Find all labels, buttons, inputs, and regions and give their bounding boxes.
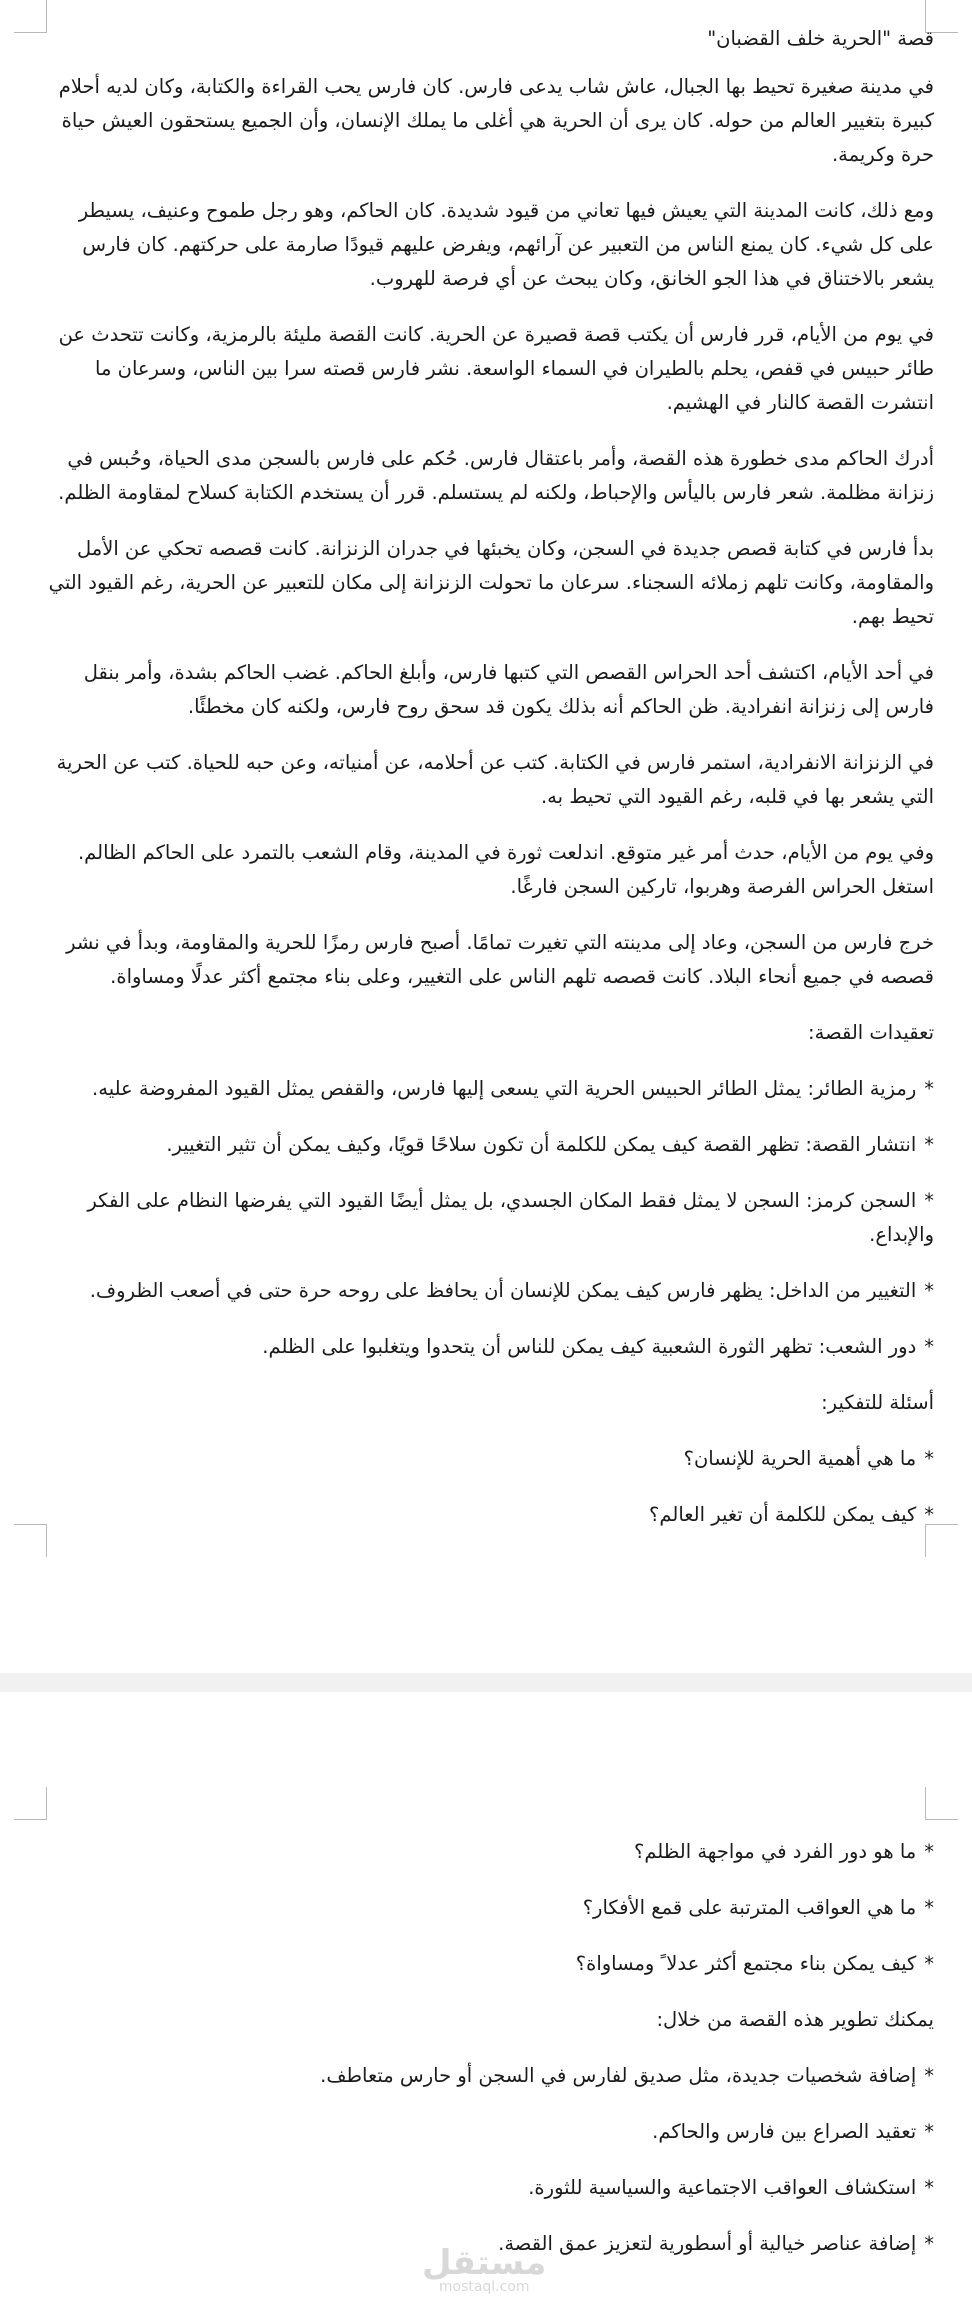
margin-corner-top-left bbox=[14, 0, 47, 33]
bullet-star: * bbox=[924, 1840, 934, 1863]
bullet-star: * bbox=[924, 1896, 934, 1919]
story-paragraph-3: في يوم من الأيام، قرر فارس أن يكتب قصة قصيرة عن الحرية. كانت القصة مليئة بالرمزية، وكانت تتحدث عن طائر حبيس في قفص، يحلم بالطيران في السماء الواسعة. نشر فارس قصته سرا بين الناس، وسرعان ما انتشرت القصة كالنار في الهشيم. bbox=[58, 323, 934, 414]
bullet-star: * bbox=[924, 1335, 934, 1358]
story-paragraph-6: في أحد الأيام، اكتشف أحد الحراس القصص التي كتبها فارس، وأبلغ الحاكم. غضب الحاكم بشدة، وأمر بنقل فارس إلى زنزانة انفرادية. ظن الحاكم أنه بذلك يكون قد سحق روح فارس، ولكنه كان مخطئًا. bbox=[83, 661, 934, 718]
page-2-text-body bbox=[44, 1835, 934, 2283]
comment-item: *انتشار القصة: تظهر القصة كيف يمكن للكلمة أن تكون سلاحًا قويًا، وكيف يمكن أن تثير التغيير. bbox=[166, 1133, 934, 1156]
story-paragraph-5: بدأ فارس في كتابة قصص جديدة في السجن، وكان يخبئها في جدران الزنزانة. كانت قصصه تحكي عن الأمل والمقاومة، وكانت تلهم زملائه السجناء. سرعان ما تحولت الزنزانة إلى مكان للتعبير عن الحرية، رغم القيود التي تحيط بهم. bbox=[48, 537, 934, 628]
develop-item: *تعقيد الصراع بين فارس والحاكم. bbox=[652, 2120, 934, 2143]
story-paragraph-8: وفي يوم من الأيام، حدث أمر غير متوقع. اندلعت ثورة في المدينة، وقام الشعب بالتمرد على الحاكم الظالم. استغل الحراس الفرصة وهربوا، تاركين السجن فارغًا. bbox=[77, 841, 934, 898]
watermark-latin: mostaql.com bbox=[438, 2279, 530, 2295]
mostaql-watermark-logo bbox=[422, 2243, 547, 2295]
develop-heading: يمكنك تطوير هذه القصة من خلال: bbox=[656, 2008, 934, 2031]
question-item: *ما هي العواقب المترتبة على قمع الأفكار؟ bbox=[582, 1896, 934, 1919]
bullet-star: * bbox=[924, 2120, 934, 2143]
bullet-star: * bbox=[924, 1077, 934, 1100]
bullet-star: * bbox=[924, 2176, 934, 2199]
bullet-star: * bbox=[924, 1133, 934, 1156]
develop-item: *استكشاف العواقب الاجتماعية والسياسية للثورة. bbox=[528, 2176, 934, 2199]
comments-heading: تعقيدات القصة: bbox=[808, 1021, 934, 1044]
bullet-star: * bbox=[924, 1189, 934, 1212]
comment-item: *التغيير من الداخل: يظهر فارس كيف يمكن للإنسان أن يحافظ على روحه حرة حتى في أصعب الظروف. bbox=[89, 1279, 934, 1302]
question-item: *ما هو دور الفرد في مواجهة الظلم؟ bbox=[633, 1840, 934, 1863]
watermark-arabic: مستقل bbox=[422, 2243, 547, 2283]
comment-item: *السجن كرمز: السجن لا يمثل فقط المكان الجسدي، بل يمثل أيضًا القيود التي يفرضها النظام على الفكر والإبداع. bbox=[87, 1189, 934, 1246]
margin-corner-top-left bbox=[14, 1787, 47, 1820]
questions-heading: أسئلة للتفكير: bbox=[821, 1391, 934, 1414]
bullet-star: * bbox=[924, 2064, 934, 2087]
comment-item: *دور الشعب: تظهر الثورة الشعبية كيف يمكن للناس أن يتحدوا ويتغلبوا على الظلم. bbox=[262, 1335, 934, 1358]
story-paragraph-1: في مدينة صغيرة تحيط بها الجبال، عاش شاب يدعى فارس. كان فارس يحب القراءة والكتابة، وكان لديه أحلام كبيرة بتغيير العالم من حوله. كان يرى أن الحرية هي أغلى ما يملك الإنسان، وأن الجميع يستحقون العيش حياة حرة وكريمة. bbox=[58, 75, 934, 166]
bullet-star: * bbox=[924, 1952, 934, 1975]
story-paragraph-4: أدرك الحاكم مدى خطورة هذه القصة، وأمر باعتقال فارس. حُكم على فارس بالسجن مدى الحياة، وحُبس في زنزانة مظلمة. شعر فارس باليأس والإحباط، ولكنه لم يستسلم. قرر أن يستخدم الكتابة كسلاح لمقاومة الظلم. bbox=[58, 447, 934, 504]
bullet-star: * bbox=[924, 1503, 934, 1526]
question-item: *ما هي أهمية الحرية للإنسان؟ bbox=[683, 1447, 934, 1470]
story-paragraph-2: ومع ذلك، كانت المدينة التي يعيش فيها تعاني من قيود شديدة. كان الحاكم، وهو رجل طموح وعنيف، يسيطر على كل شيء. كان يمنع الناس من التعبير عن آرائهم، ويفرض عليهم قيودًا صارمة على حركتهم. كان فارس يشعر بالاختناق في هذا الجو الخانق، وكان يبحث عن أي فرصة للهروب. bbox=[78, 199, 934, 290]
story-paragraph-7: في الزنزانة الانفرادية، استمر فارس في الكتابة. كتب عن أحلامه، عن أمنياته، وعن حبه للحياة. كتب عن الحرية التي يشعر بها في قلبه، رغم القيود التي تحيط به. bbox=[56, 751, 934, 808]
develop-item: *إضافة عناصر خيالية أو أسطورية لتعزيز عمق القصة. bbox=[498, 2232, 934, 2255]
margin-corner-top-right bbox=[925, 1787, 958, 1820]
bullet-star: * bbox=[924, 2232, 934, 2255]
bullet-star: * bbox=[924, 1279, 934, 1302]
story-title: قصة "الحرية خلف القضبان" bbox=[707, 27, 934, 50]
story-paragraph-9: خرج فارس من السجن، وعاد إلى مدينته التي تغيرت تمامًا. أصبح فارس رمزًا للحرية والمقاومة، وبدأ في نشر قصصه في جميع أنحاء البلاد. كانت قصصه تلهم الناس على التغيير، وعلى بناء مجتمع أكثر عدلًا ومساواة. bbox=[66, 931, 934, 988]
comment-item: *رمزية الطائر: يمثل الطائر الحبيس الحرية التي يسعى إليها فارس، والقفص يمثل القيود المفروضة عليه. bbox=[92, 1077, 934, 1100]
question-item: *كيف يمكن للكلمة أن تغير العالم؟ bbox=[649, 1503, 934, 1526]
margin-corner-bottom-left bbox=[14, 1524, 47, 1557]
bullet-star: * bbox=[924, 1447, 934, 1470]
page-1-text-body bbox=[44, 22, 934, 1554]
develop-item: *إضافة شخصيات جديدة، مثل صديق لفارس في السجن أو حارس متعاطف. bbox=[320, 2064, 934, 2087]
question-item: *كيف يمكن بناء مجتمع أكثر عدلا ً ومساواة؟ bbox=[575, 1952, 934, 1975]
document-page-2 bbox=[0, 1692, 972, 2308]
